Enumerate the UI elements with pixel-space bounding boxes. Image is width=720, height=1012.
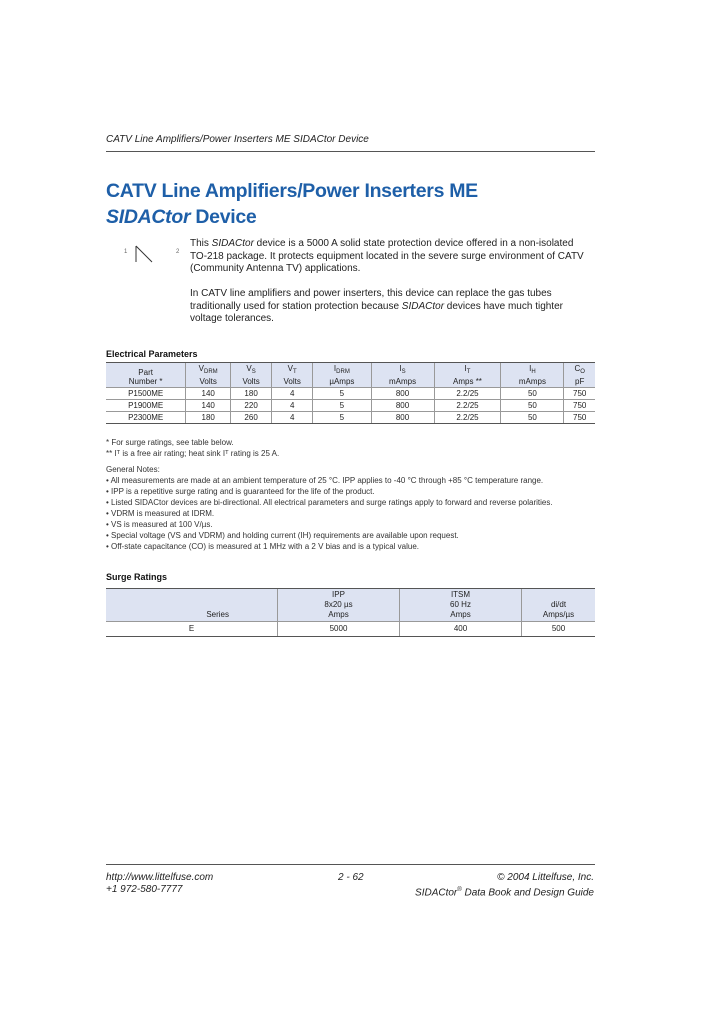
intro-paragraph-1: This SIDACtor device is a 5000 A solid state protection device offered in a non-isolated TO-218 package. It protects equipment located in the severe surge environment of CATV (Community Antenna TV) applications. — [190, 238, 584, 274]
table-cell: 50 — [501, 400, 564, 412]
table-cell: 800 — [371, 412, 434, 424]
general-note: • Listed SIDACtor devices are bi-directional. All electrical parameters and surge ratings apply to forward and reverse polarities. — [106, 498, 553, 507]
page-title — [106, 178, 478, 230]
table-cell: 140 — [186, 388, 231, 400]
header-cell: $I_S$ mAmps — [371, 363, 434, 388]
table-cell: 800 — [371, 388, 434, 400]
table-cell: P2300ME — [106, 412, 186, 424]
table-row — [106, 388, 595, 400]
title-brand: SIDACtor — [106, 206, 191, 228]
title-line-1: CATV Line Amplifiers/Power Inserters ME — [106, 180, 478, 202]
table-cell: 4 — [272, 412, 313, 424]
running-header: CATV Line Amplifiers/Power Inserters ME SIDACtor Device — [106, 134, 369, 145]
symbol-pin-1: 1 — [124, 249, 128, 255]
header-cell: $I_H$ mAmps — [501, 363, 564, 388]
header-cell: Part Number * — [106, 363, 186, 388]
header-divider — [106, 151, 595, 152]
table-cell: 750 — [564, 412, 595, 424]
table-cell: 750 — [564, 388, 595, 400]
footer-right — [415, 872, 594, 899]
table-cell: 180 — [231, 388, 272, 400]
table-cell: 750 — [564, 400, 595, 412]
table-header-row — [106, 363, 595, 388]
device-schematic-symbol — [124, 240, 184, 264]
table-cell: 5 — [313, 412, 371, 424]
table-cell: 2.2/25 — [434, 412, 501, 424]
surge-ratings-table — [106, 588, 595, 637]
table-cell: 260 — [231, 412, 272, 424]
table-cell: 140 — [186, 400, 231, 412]
footer-book-title: SIDACtor® Data Book and Design Guide — [415, 887, 594, 899]
header-cell: $I_{DRM}$ µAmps — [313, 363, 371, 388]
electrical-parameters-title: Electrical Parameters — [106, 349, 198, 359]
table-cell: 220 — [231, 400, 272, 412]
header-cell: $I_T$ Amps ** — [434, 363, 501, 388]
general-note: • VDRM is measured at IDRM. — [106, 509, 215, 518]
general-note: • VS is measured at 100 V/µs. — [106, 520, 213, 529]
table-cell: 500 — [522, 622, 596, 637]
table-row — [106, 622, 595, 637]
general-notes-title: General Notes: — [106, 465, 160, 474]
header-cell: $C_O$ pF — [564, 363, 595, 388]
general-note: • Off-state capacitance (CO) is measured at 1 MHz with a 2 V bias and is a typical value. — [106, 542, 420, 551]
intro-paragraph-2: In CATV line amplifiers and power inserters, this device can replace the gas tubes traditionally used for station protection because SIDACtor devices have much tighter voltage tolerances. — [190, 288, 563, 324]
header-cell: $V_T$ Volts — [272, 363, 313, 388]
table-row — [106, 400, 595, 412]
table-cell: 4 — [272, 388, 313, 400]
table-row — [106, 412, 595, 424]
footer-copyright: © 2004 Littelfuse, Inc. — [497, 872, 594, 883]
header-cell: $V_{DRM}$ Volts — [186, 363, 231, 388]
header-cell: $V_S$ Volts — [231, 363, 272, 388]
table-cell: P1500ME — [106, 388, 186, 400]
footer-page-number: 2 - 62 — [338, 872, 364, 883]
table-cell: 180 — [186, 412, 231, 424]
table-cell: 50 — [501, 388, 564, 400]
header-cell: Series — [106, 589, 278, 622]
footnote: ** Iᵀ is a free air rating; heat sink Iᵀ rating is 25 A. — [106, 449, 280, 458]
symbol-pin-2: 2 — [176, 249, 180, 255]
table-cell: 5 — [313, 400, 371, 412]
footer-url-link[interactable]: http://www.littelfuse.com — [106, 872, 214, 883]
general-note: • IPP is a repetitive surge rating and is guaranteed for the life of the product. — [106, 487, 375, 496]
table-cell: 5 — [313, 388, 371, 400]
table-cell: 4 — [272, 400, 313, 412]
header-cell: IPP 8x20 µs Amps — [278, 589, 400, 622]
table-cell: E — [106, 622, 278, 637]
table-cell: 2.2/25 — [434, 400, 501, 412]
footer-phone: +1 972-580-7777 — [106, 884, 183, 895]
header-cell: ITSM 60 Hz Amps — [400, 589, 522, 622]
title-line-2 — [106, 204, 478, 230]
table-cell: 2.2/25 — [434, 388, 501, 400]
electrical-parameters-table — [106, 362, 595, 424]
table-cell: 400 — [400, 622, 522, 637]
title-suffix: Device — [190, 206, 257, 228]
table-cell: 5000 — [278, 622, 400, 637]
general-notes — [106, 464, 553, 552]
general-note: • Special voltage (VS and VDRM) and holding current (IH) requirements are available upon request. — [106, 531, 459, 540]
table-header-row — [106, 589, 595, 622]
footnotes — [106, 437, 279, 459]
table-cell: P1900ME — [106, 400, 186, 412]
surge-ratings-title: Surge Ratings — [106, 572, 168, 582]
footer-divider — [106, 864, 595, 865]
general-note: • All measurements are made at an ambient temperature of 25 °C. IPP applies to -40 °C through +85 °C temperature range. — [106, 476, 544, 485]
header-cell: di/dt Amps/µs — [522, 589, 596, 622]
table-cell: 800 — [371, 400, 434, 412]
footnote: * For surge ratings, see table below. — [106, 438, 234, 447]
table-cell: 50 — [501, 412, 564, 424]
footer-left — [106, 872, 213, 896]
